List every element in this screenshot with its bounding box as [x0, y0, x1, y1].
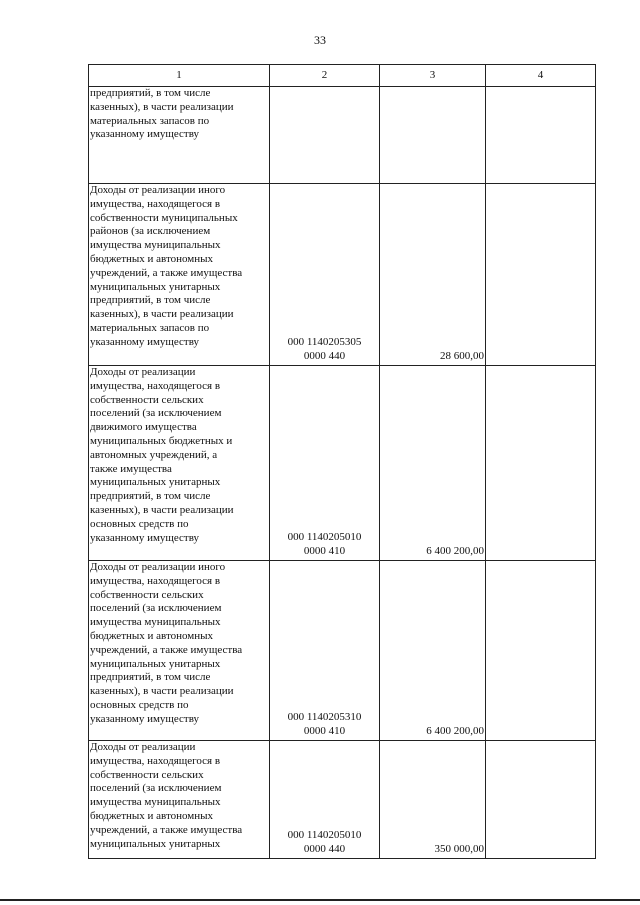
- row-amount: [380, 87, 486, 184]
- description-text: Доходы от реализации иного имущества, находящегося в собственности сельских поселений (за исключением имущества муниципальных бюджетных и автономных учреждений, а также имущества муниципальных унитарных предприятий, в том числе казенных), в части реализации основных средств по указанному имуществу: [90, 561, 243, 725]
- description-text: Доходы от реализации имущества, находящегося в собственности сельских поселений (за исключением движимого имущества муниципальных бюджетных и автономных учреждений, а также имущества муниципальных унитарных предприятий, в том числе казенных), в части реализации основных средств по указанному имуществу: [90, 366, 234, 544]
- code-text: 000 1140205310 0000 410: [287, 711, 362, 738]
- table-row: [89, 741, 596, 859]
- page-number: 33: [314, 33, 326, 47]
- description-text: Доходы от реализации имущества, находящегося в собственности сельских поселений (за исключением имущества муниципальных бюджетных и автономных учреждений, а также имущества муниципальных унитарных: [90, 741, 243, 850]
- row-amount: 350 000,00: [380, 741, 486, 859]
- row-code: [270, 366, 380, 561]
- code-text: 000 1140205010 0000 440: [287, 829, 362, 856]
- table-header-row: [89, 65, 596, 87]
- row-col4: [486, 87, 596, 184]
- column-header-1: 1: [89, 65, 270, 87]
- row-col4: [486, 366, 596, 561]
- table-row: [89, 561, 596, 741]
- row-code: [270, 184, 380, 366]
- code-text: 000 1140205010 0000 410: [287, 531, 362, 558]
- row-col4: [486, 741, 596, 859]
- column-header-3: 3: [380, 65, 486, 87]
- code-text: 000 1140205305 0000 440: [287, 336, 362, 363]
- row-amount: 6 400 200,00: [380, 366, 486, 561]
- revenue-table: [88, 64, 596, 859]
- table-row: [89, 87, 596, 184]
- row-col4: [486, 561, 596, 741]
- row-code: [270, 87, 380, 184]
- column-header-2: 2: [270, 65, 380, 87]
- description-text: Доходы от реализации иного имущества, находящегося в собственности муниципальных районов (за исключением имущества муниципальных бюджетных и автономных учреждений, а также имущества муниципальных унитарных предприятий, в том числе казенных), в части реализации материальных запасов по указанному имуществу: [90, 184, 243, 348]
- row-description: [89, 366, 270, 561]
- description-text: предприятий, в том числе казенных), в части реализации материальных запасов по указанному имуществу: [90, 87, 234, 141]
- column-header-4: 4: [486, 65, 596, 87]
- row-description: [89, 741, 270, 859]
- row-code: [270, 741, 380, 859]
- table-row: [89, 366, 596, 561]
- row-code: [270, 561, 380, 741]
- row-description: [89, 184, 270, 366]
- row-amount: 28 600,00: [380, 184, 486, 366]
- row-amount: 6 400 200,00: [380, 561, 486, 741]
- row-description: [89, 561, 270, 741]
- row-description: [89, 87, 270, 184]
- row-col4: [486, 184, 596, 366]
- table-row: [89, 184, 596, 366]
- page-bottom-rule: [0, 899, 640, 901]
